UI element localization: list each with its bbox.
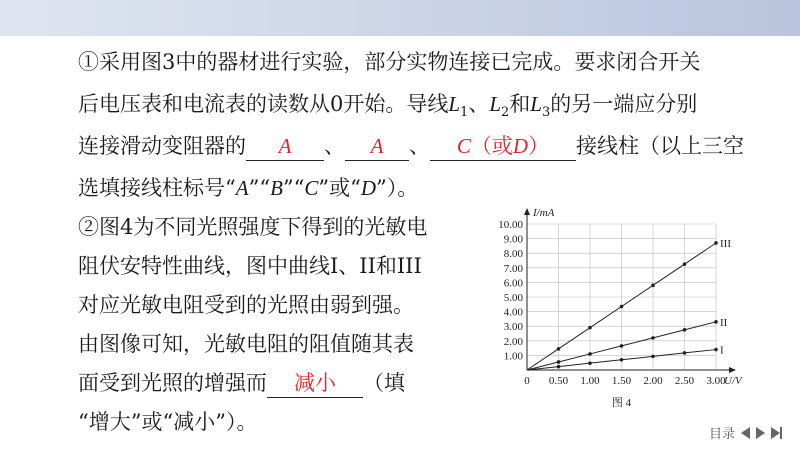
var-L1: L [448,92,461,116]
data-point [651,284,655,288]
x-tick-label: 0 [524,375,530,387]
y-axis-label: I/mA [533,207,555,219]
p2-text-1: ②图4为不同光照强度下得到的光敏电 [78,215,428,239]
data-point [651,336,655,340]
p2-line1 [78,209,427,245]
answer-2: A [370,134,384,158]
p2-text-4: 由图像可知，光敏电阻的阻值随其表 [78,332,414,356]
p2-line5 [78,365,405,401]
p2-line4 [78,326,414,362]
y-tick-label: 9.00 [503,233,523,246]
data-point [714,348,718,352]
data-point [714,241,718,245]
data-point [557,360,561,364]
p2-line3 [78,287,414,323]
opt-A: A [235,176,249,200]
answer-3a: C [456,134,471,158]
x-tick-label: 1.50 [611,375,632,387]
y-axis-arrow [524,208,530,215]
data-point [588,361,592,365]
data-point [620,305,624,309]
header-bar [0,0,800,36]
y-tick-label: 1.00 [503,350,523,363]
sep: 、 [324,134,345,158]
y-tick-label: 10.00 [498,219,523,231]
last-slide-icon[interactable] [771,427,782,439]
p1-line4 [78,170,418,206]
p1-line3 [78,128,744,164]
p2-line6 [78,404,257,440]
p1-text-2a: 后电压表和电流表的读数从0开始。导线 [78,92,449,116]
data-point [620,344,624,348]
answer-blank-4 [267,369,363,398]
quote: ”“ [248,176,271,200]
p1-text-2b: 的另一端应分别 [550,92,698,116]
prev-icon[interactable] [741,427,750,439]
p1-text-4b: ”）。 [376,176,419,200]
p1-text-3a: 连接滑动变阻器的 [78,134,246,158]
series-label-III: III [720,237,731,250]
quote: ”或“ [318,176,361,200]
answer-blank-2 [345,132,409,161]
x-tick-label: 2.00 [643,375,663,387]
figure-caption: 图 4 [611,397,632,409]
series-label-II: II [720,316,728,329]
p2-text-5a: 面受到光照的增强而 [78,371,267,395]
x-tick-label: 0.50 [548,375,569,387]
x-tick-label: 2.50 [674,375,695,387]
slide-nav [709,423,782,442]
sep: 、 [468,92,490,116]
opt-D: D [360,176,377,200]
y-tick-label: 5.00 [503,292,523,304]
sub-2: 2 [501,105,510,121]
quote: ”“ [282,176,305,200]
x-tick-label: 3.00 [706,375,726,387]
data-point [683,351,687,355]
answer-blank-3 [430,132,576,161]
p2-text-5b: （填 [363,371,405,395]
p1-text-1: ①采用图3中的器材进行实验，部分实物连接已完成。要求闭合开关 [78,50,701,74]
data-point [557,365,561,369]
data-point [683,262,687,266]
y-tick-label: 6.00 [503,277,523,290]
data-point [714,320,718,324]
opt-B: B [270,176,283,200]
figure-4-chart [484,204,774,410]
and-text: 和 [509,92,531,116]
y-tick-label: 4.00 [503,306,523,319]
p1-text-4a: 选填接线柱标号“ [78,176,236,200]
y-tick-label: 7.00 [503,262,523,275]
data-point [588,326,592,330]
answer-blank-1 [246,132,324,161]
p1-line1 [78,44,700,80]
var-L2: L [489,92,502,116]
answer-3d: ） [528,134,550,158]
data-point [651,355,655,359]
sub-1: 1 [460,105,469,121]
series-label-I: I [720,344,724,357]
y-tick-label: 2.00 [503,335,523,348]
x-axis-arrow [729,367,736,373]
sep: 、 [409,134,430,158]
data-point [588,352,592,356]
y-tick-label: 8.00 [503,248,523,261]
p2-text-6: “增大”或“减小”）。 [78,410,258,434]
answer-4: 减小 [294,371,336,395]
p1-text-3b: 接线柱（以上三空 [576,134,744,158]
p2-text-2: 阻伏安特性曲线，图中曲线I、II和III [78,254,422,278]
sub-3: 3 [541,105,551,121]
data-point [683,328,687,332]
y-tick-label: 3.00 [503,321,523,334]
opt-C: C [304,176,319,200]
data-point [557,347,561,351]
data-point [620,358,624,362]
p1-line2 [78,86,697,122]
next-icon[interactable] [756,427,765,439]
answer-1: A [278,134,292,158]
menu-link[interactable]: 目录 [708,427,735,442]
var-L3: L [530,92,542,116]
answer-3b: （或 [470,134,513,158]
x-axis-label: U/V [724,375,742,387]
x-tick-label: 1.00 [580,375,600,387]
p2-line2 [78,248,422,284]
answer-3c: D [512,134,529,158]
p2-text-3: 对应光敏电阻受到的光照由弱到强。 [78,293,414,317]
